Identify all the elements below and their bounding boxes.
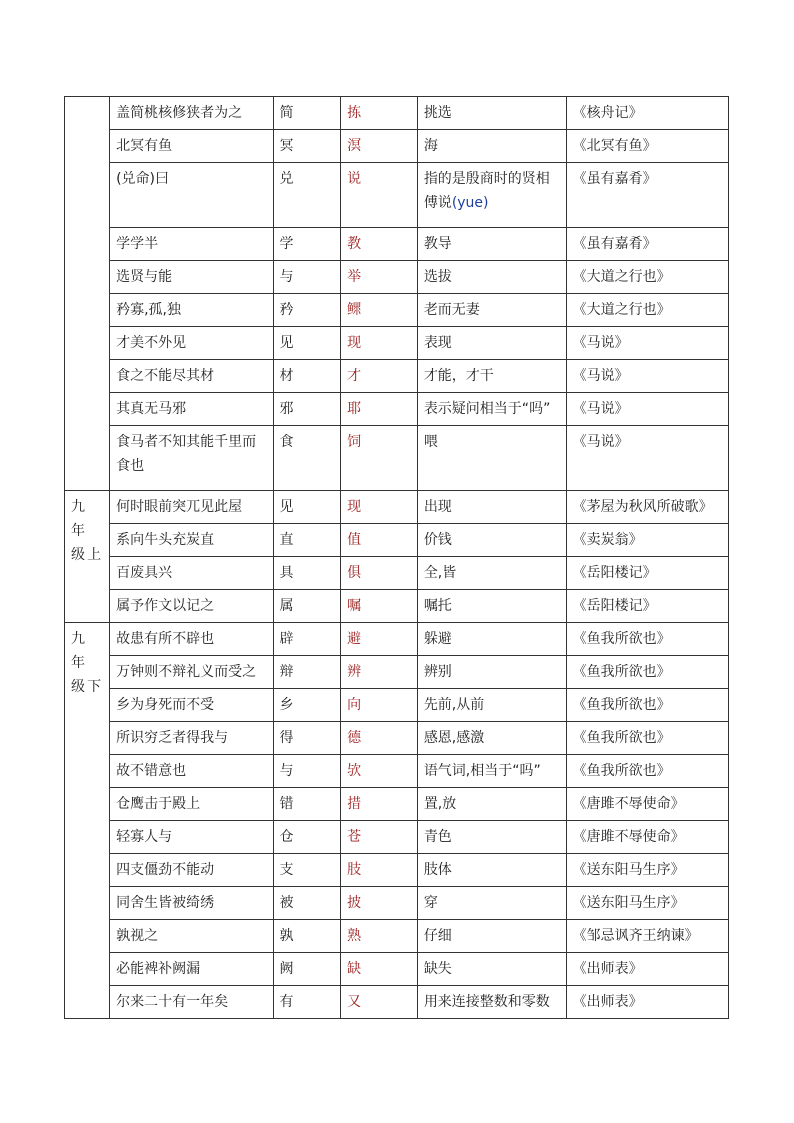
- sentence-cell: 四支僵劲不能动: [110, 854, 273, 887]
- tongjia-char-cell: 耶: [341, 393, 418, 426]
- pinyin-note: (yue): [451, 195, 489, 211]
- sentence-cell: 系向牛头充炭直: [110, 524, 273, 557]
- meaning-cell: 表示疑问相当于“吗”: [417, 393, 566, 426]
- sentence-cell: 尔来二十有一年矣: [110, 986, 273, 1019]
- tongjia-char-cell: 措: [341, 788, 418, 821]
- table-row: [65, 426, 729, 491]
- meaning-cell: 躲避: [417, 623, 566, 656]
- source-cell: 《鱼我所欲也》: [566, 755, 728, 788]
- tongjia-char-cell: 德: [341, 722, 418, 755]
- tongjia-char-cell: 嘱: [341, 590, 418, 623]
- sentence-cell: 故患有所不辟也: [110, 623, 273, 656]
- original-char-cell: 兑: [273, 163, 341, 228]
- original-char-cell: 得: [273, 722, 341, 755]
- tongjia-char-cell: 缺: [341, 953, 418, 986]
- source-cell: 《马说》: [566, 327, 728, 360]
- source-cell: 《送东阳马生序》: [566, 854, 728, 887]
- tongjia-char-cell: 熟: [341, 920, 418, 953]
- original-char-cell: 具: [273, 557, 341, 590]
- table-row: [65, 986, 729, 1019]
- table-row: [65, 788, 729, 821]
- original-char-cell: 仓: [273, 821, 341, 854]
- source-cell: 《鱼我所欲也》: [566, 689, 728, 722]
- meaning-cell: 缺失: [417, 953, 566, 986]
- tongjia-table: [64, 96, 729, 1019]
- sentence-cell: 何时眼前突兀见此屋: [110, 491, 273, 524]
- source-cell: 《卖炭翁》: [566, 524, 728, 557]
- original-char-cell: 邪: [273, 393, 341, 426]
- source-cell: 《邹忌讽齐王纳谏》: [566, 920, 728, 953]
- tongjia-char-cell: 鳏: [341, 294, 418, 327]
- source-cell: 《核舟记》: [566, 97, 728, 130]
- table-row: [65, 557, 729, 590]
- source-cell: 《出师表》: [566, 986, 728, 1019]
- table-row: [65, 656, 729, 689]
- grade-label: 九 年 级下: [71, 631, 104, 695]
- original-char-cell: 错: [273, 788, 341, 821]
- table-row: [65, 261, 729, 294]
- table-row: [65, 524, 729, 557]
- table-row: [65, 163, 729, 228]
- sentence-cell: 仓鹰击于殿上: [110, 788, 273, 821]
- tongjia-char-cell: 拣: [341, 97, 418, 130]
- sentence-cell: 食之不能尽其材: [110, 360, 273, 393]
- tongjia-char-cell: 向: [341, 689, 418, 722]
- tongjia-char-cell: 披: [341, 887, 418, 920]
- original-char-cell: 矜: [273, 294, 341, 327]
- meaning-cell: 穿: [417, 887, 566, 920]
- original-char-cell: 食: [273, 426, 341, 491]
- original-char-cell: 被: [273, 887, 341, 920]
- tongjia-char-cell: 现: [341, 491, 418, 524]
- meaning-cell: 语气词,相当于“吗”: [417, 755, 566, 788]
- sentence-cell: 学学半: [110, 228, 273, 261]
- meaning-cell: 用来连接整数和零数: [417, 986, 566, 1019]
- tongjia-char-cell: 又: [341, 986, 418, 1019]
- original-char-cell: 孰: [273, 920, 341, 953]
- original-char-cell: 属: [273, 590, 341, 623]
- meaning-cell: 才能，才干: [417, 360, 566, 393]
- table-row: [65, 97, 729, 130]
- tongjia-char-cell: 欤: [341, 755, 418, 788]
- tongjia-char-cell: 举: [341, 261, 418, 294]
- source-cell: 《鱼我所欲也》: [566, 623, 728, 656]
- table-row: [65, 360, 729, 393]
- sentence-cell: 所识穷乏者得我与: [110, 722, 273, 755]
- table-row: [65, 953, 729, 986]
- original-char-cell: 直: [273, 524, 341, 557]
- meaning-cell: 感恩,感激: [417, 722, 566, 755]
- source-cell: 《虽有嘉肴》: [566, 163, 728, 228]
- source-cell: 《鱼我所欲也》: [566, 722, 728, 755]
- original-char-cell: 有: [273, 986, 341, 1019]
- source-cell: 《岳阳楼记》: [566, 590, 728, 623]
- source-cell: 《北冥有鱼》: [566, 130, 728, 163]
- original-char-cell: 材: [273, 360, 341, 393]
- table-row: [65, 920, 729, 953]
- meaning-text: 指的是殷商时的贤相傅说: [423, 171, 550, 211]
- original-char-cell: 学: [273, 228, 341, 261]
- grade-cell: [65, 491, 110, 623]
- sentence-cell: 食马者不知其能千里而食也: [110, 426, 273, 491]
- meaning-cell: 肢体: [417, 854, 566, 887]
- table-row: [65, 755, 729, 788]
- meaning-cell: 青色: [417, 821, 566, 854]
- table-row: [65, 887, 729, 920]
- sentence-cell: 百废具兴: [110, 557, 273, 590]
- meaning-cell: 先前,从前: [417, 689, 566, 722]
- sentence-cell: 属予作文以记之: [110, 590, 273, 623]
- table-row: [65, 393, 729, 426]
- original-char-cell: 简: [273, 97, 341, 130]
- original-char-cell: 辩: [273, 656, 341, 689]
- meaning-cell: 仔细: [417, 920, 566, 953]
- sentence-cell: 选贤与能: [110, 261, 273, 294]
- original-char-cell: 乡: [273, 689, 341, 722]
- original-char-cell: 与: [273, 755, 341, 788]
- table-row: [65, 623, 729, 656]
- meaning-cell: [417, 163, 566, 228]
- tongjia-char-cell: 溟: [341, 130, 418, 163]
- tongjia-char-cell: 辨: [341, 656, 418, 689]
- meaning-cell: 表现: [417, 327, 566, 360]
- meaning-cell: 挑选: [417, 97, 566, 130]
- source-cell: 《鱼我所欲也》: [566, 656, 728, 689]
- meaning-cell: 全,皆: [417, 557, 566, 590]
- original-char-cell: 见: [273, 491, 341, 524]
- table-row: [65, 854, 729, 887]
- source-cell: 《唐雎不辱使命》: [566, 788, 728, 821]
- meaning-cell: 嘱托: [417, 590, 566, 623]
- table-row: [65, 228, 729, 261]
- source-cell: 《茅屋为秋风所破歌》: [566, 491, 728, 524]
- sentence-cell: 才美不外见: [110, 327, 273, 360]
- grade-label: 九 年 级上: [71, 499, 104, 563]
- sentence-cell: 北冥有鱼: [110, 130, 273, 163]
- table-row: [65, 590, 729, 623]
- tongjia-char-cell: 说: [341, 163, 418, 228]
- meaning-cell: 辨别: [417, 656, 566, 689]
- sentence-cell: 乡为身死而不受: [110, 689, 273, 722]
- original-char-cell: 阙: [273, 953, 341, 986]
- table-row: [65, 327, 729, 360]
- original-char-cell: 支: [273, 854, 341, 887]
- source-cell: 《出师表》: [566, 953, 728, 986]
- sentence-cell: (兑命)曰: [110, 163, 273, 228]
- tongjia-char-cell: 才: [341, 360, 418, 393]
- tongjia-char-cell: 值: [341, 524, 418, 557]
- sentence-cell: 其真无马邪: [110, 393, 273, 426]
- original-char-cell: 与: [273, 261, 341, 294]
- tongjia-char-cell: 现: [341, 327, 418, 360]
- source-cell: 《送东阳马生序》: [566, 887, 728, 920]
- table-row: [65, 491, 729, 524]
- tongjia-char-cell: 饲: [341, 426, 418, 491]
- meaning-cell: 老而无妻: [417, 294, 566, 327]
- source-cell: 《马说》: [566, 393, 728, 426]
- tongjia-char-cell: 俱: [341, 557, 418, 590]
- tongjia-char-cell: 肢: [341, 854, 418, 887]
- meaning-cell: 喂: [417, 426, 566, 491]
- original-char-cell: 冥: [273, 130, 341, 163]
- table-row: [65, 821, 729, 854]
- sentence-cell: 轻寡人与: [110, 821, 273, 854]
- source-cell: 《虽有嘉肴》: [566, 228, 728, 261]
- meaning-cell: 教导: [417, 228, 566, 261]
- meaning-cell: 价钱: [417, 524, 566, 557]
- sentence-cell: 故不错意也: [110, 755, 273, 788]
- sentence-cell: 盖简桃核修狭者为之: [110, 97, 273, 130]
- grade-cell: [65, 623, 110, 1019]
- table-row: [65, 294, 729, 327]
- source-cell: 《马说》: [566, 360, 728, 393]
- tongjia-char-cell: 苍: [341, 821, 418, 854]
- sentence-cell: 同舍生皆被绮绣: [110, 887, 273, 920]
- source-cell: 《唐雎不辱使命》: [566, 821, 728, 854]
- tongjia-char-cell: 避: [341, 623, 418, 656]
- table-row: [65, 689, 729, 722]
- source-cell: 《大道之行也》: [566, 294, 728, 327]
- meaning-cell: 置,放: [417, 788, 566, 821]
- meaning-cell: 海: [417, 130, 566, 163]
- source-cell: 《岳阳楼记》: [566, 557, 728, 590]
- sentence-cell: 孰视之: [110, 920, 273, 953]
- sentence-cell: 万钟则不辩礼义而受之: [110, 656, 273, 689]
- original-char-cell: 见: [273, 327, 341, 360]
- original-char-cell: 辟: [273, 623, 341, 656]
- table-row: [65, 130, 729, 163]
- source-cell: 《大道之行也》: [566, 261, 728, 294]
- sentence-cell: 必能裨补阙漏: [110, 953, 273, 986]
- sentence-cell: 矜寡,孤,独: [110, 294, 273, 327]
- source-cell: 《马说》: [566, 426, 728, 491]
- table-row: [65, 722, 729, 755]
- grade-cell: [65, 97, 110, 491]
- meaning-cell: 选拔: [417, 261, 566, 294]
- meaning-cell: 出现: [417, 491, 566, 524]
- tongjia-char-cell: 教: [341, 228, 418, 261]
